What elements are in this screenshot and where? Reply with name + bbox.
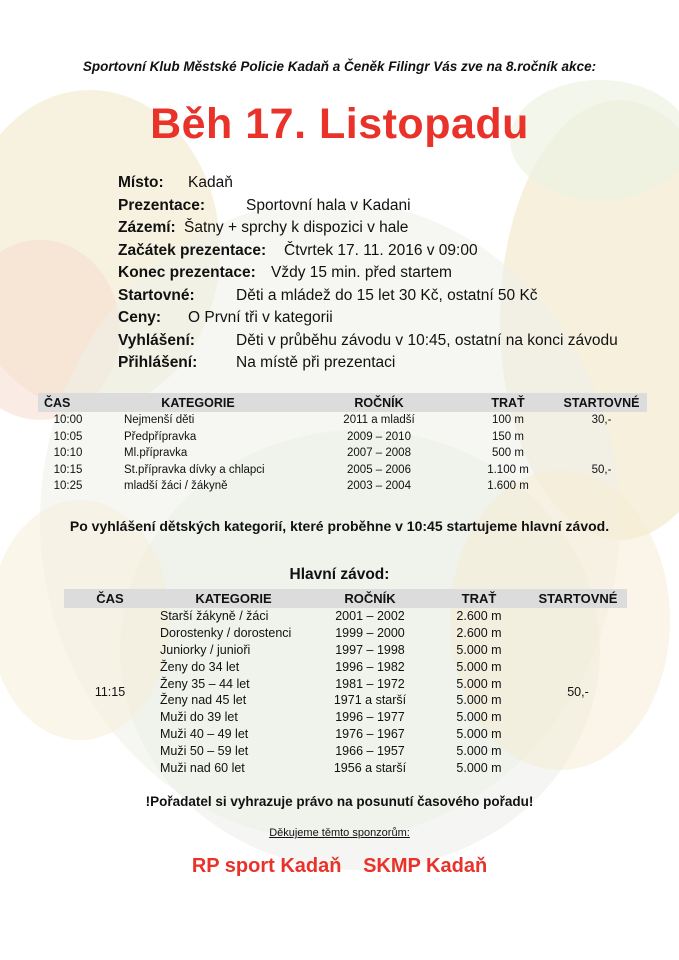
table-row [38,445,647,462]
cell-category: Ženy 35 – 44 let [160,676,250,691]
cell-distance: 5.000 m [456,693,502,708]
cell-distance: 1.100 m [487,463,529,476]
cell-distance: 5.000 m [456,760,502,775]
col-header-category: KATEGORIE [156,589,311,608]
cell-category: Muži nad 60 let [160,760,245,775]
cell-category: Ml.přípravka [124,447,188,460]
info-label: Zázemí: [118,219,176,236]
cell-fee [556,478,647,495]
cell-year: 2009 – 2010 [347,430,411,443]
info-row-signup [118,352,658,375]
table-row [38,429,647,446]
sponsor-name: SKMP Kadaň [363,855,488,877]
col-header-fee: STARTOVNÉ [529,589,627,608]
kids-note: Po vyhlášení dětských kategorií, které proběhne v 10:45 startujeme hlavní závod. [69,518,610,534]
cell-category: mladší žáci / žákyně [124,480,228,493]
info-label: Místo: [118,174,164,191]
cell-category: Muži 50 – 59 let [160,743,249,758]
cell-category: Dorostenky / dorostenci [160,626,292,641]
cell-year: 1966 – 1957 [335,743,405,758]
info-row-facilities [118,217,658,240]
page-title: Běh 17. Listopadu [150,100,529,148]
cell-category: Ženy do 34 let [160,659,240,674]
info-value: Šatny + sprchy k dispozici v hale [184,219,409,236]
col-header-year: ROČNÍK [311,589,429,608]
cell-distance: 150 m [492,430,524,443]
cell-year: 1971 a starší [333,693,407,708]
table-row [64,608,627,625]
cell-year: 1997 – 1998 [335,642,405,657]
cell-year: 1996 – 1982 [335,659,405,674]
col-header-time: ČAS [64,589,156,608]
info-value: Na místě při prezentaci [236,354,396,371]
info-label: Startovné: [118,286,195,304]
col-header-distance: TRAŤ [429,589,529,608]
cell-fee: 50,- [591,463,612,476]
cell-fee: 30,- [591,414,612,427]
cell-year: 1981 – 1972 [335,676,405,691]
info-value: Děti a mládež do 15 let 30 Kč, ostatní 50 Kč [236,286,538,304]
table-row [38,412,647,429]
main-race-heading: Hlavní závod: [289,566,390,583]
info-label: Ceny: [118,309,162,326]
cell-distance: 500 m [492,447,524,460]
info-row-prizes [118,307,658,330]
cell-distance: 5.000 m [456,676,502,691]
cell-distance: 5.000 m [456,659,502,674]
cell-distance: 2.600 m [456,609,502,624]
info-value: Čtvrtek 17. 11. 2016 v 09:00 [284,241,478,259]
cell-category: Muži do 39 let [160,710,238,725]
cell-fee [556,445,647,462]
sponsor-name: RP sport Kadaň [191,855,342,877]
info-label: Konec prezentace: [118,264,256,281]
info-row-fee [118,285,658,308]
cell-time: 11:15 [94,684,126,699]
cell-time: 10:15 [53,463,83,476]
cell-category: Juniorky / junioři [160,642,251,657]
cell-year: 1999 – 2000 [335,626,405,641]
cell-distance: 5.000 m [456,642,502,657]
cell-category: St.přípravka dívky a chlapci [124,463,265,476]
cell-distance: 5.000 m [456,726,502,741]
cell-fee: 50,- [567,684,589,699]
schedule-note: !Pořadatel si vyhrazuje právo na posunutí časového pořadu! [145,794,534,809]
cell-year: 2001 – 2002 [335,609,405,624]
cell-year: 2005 – 2006 [347,463,411,476]
info-row-registration [118,195,658,218]
cell-distance: 5.000 m [456,743,502,758]
table-row [38,462,647,479]
table-row [38,478,647,495]
cell-category: Starší žákyně / žáci [160,609,269,624]
cell-distance: 1.600 m [487,480,529,493]
col-header-distance: TRAŤ [460,393,556,412]
info-row-registration-end [118,262,658,285]
cell-year: 1976 – 1967 [335,726,405,741]
cell-year: 2007 – 2008 [347,447,411,460]
info-value: Vždy 15 min. před startem [271,264,452,281]
cell-time: 10:05 [53,430,83,443]
info-label: Přihlášení: [118,354,198,371]
cell-year: 2011 a mladší [343,414,415,427]
event-info [118,172,658,375]
col-header-year: ROČNÍK [298,393,460,412]
col-header-fee: STARTOVNÉ [556,393,647,412]
cell-year: 1996 – 1977 [335,710,405,725]
intro-text: Sportovní Klub Městské Policie Kadaň a Čeněk Filingr Vás zve na 8.ročník akce: [82,59,597,74]
cell-category: Ženy nad 45 let [160,693,247,708]
info-row-registration-start [118,240,658,263]
table-header-row [64,589,627,608]
info-label: Vyhlášení: [118,331,195,349]
cell-category: Muži 40 – 49 let [160,726,249,741]
cell-category: Předpřípravka [124,430,197,443]
info-value: Děti v průběhu závodu v 10:45, ostatní na konci závodu [236,331,618,349]
col-header-category: KATEGORIE [98,393,298,412]
info-label: Prezentace: [118,196,206,214]
cell-time: 10:00 [53,414,83,427]
kids-schedule-table [38,393,647,495]
info-value: Kadaň [188,174,233,191]
sponsors-thanks: Děkujeme těmto sponzorům: [269,827,410,839]
cell-time: 10:25 [53,480,83,493]
cell-year: 1956 a starší [333,760,407,775]
sponsors-list [0,855,679,878]
info-row-awards [118,330,658,353]
cell-distance: 5.000 m [456,710,502,725]
cell-fee [556,429,647,446]
info-value: Sportovní hala v Kadani [246,196,411,214]
cell-distance: 100 m [492,414,524,427]
cell-category: Nejmenší děti [124,414,195,427]
info-row-location [118,172,658,195]
table-header-row [38,393,647,412]
main-race-table [64,589,627,776]
info-value: O První tři v kategorii [188,309,333,326]
cell-time: 10:10 [53,447,83,460]
cell-year: 2003 – 2004 [347,480,411,493]
info-label: Začátek prezentace: [118,241,267,259]
col-header-time: ČAS [38,393,98,412]
cell-distance: 2.600 m [456,626,502,641]
